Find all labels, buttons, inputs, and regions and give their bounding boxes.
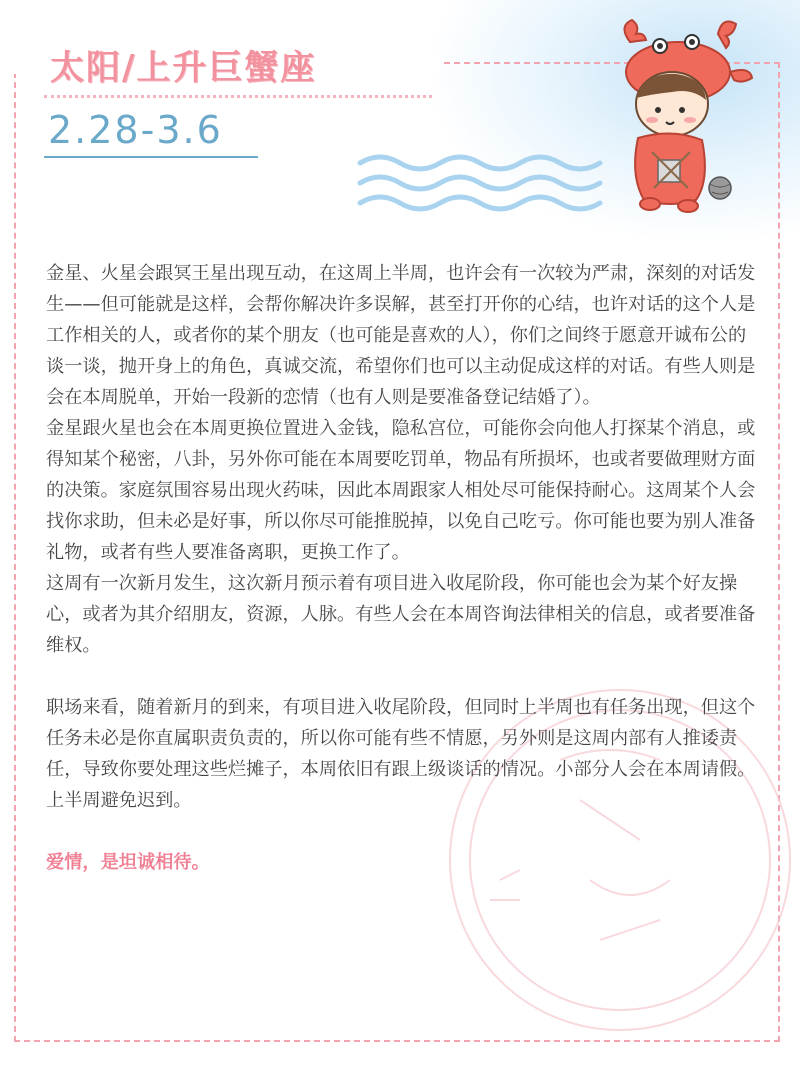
paragraph-love-dialogue: 金星、火星会跟冥王星出现互动，在这周上半周，也许会有一次较为严肃，深刻的对话发生——但可能就是这样，会帮你解决许多误解，甚至打开你的心结，也许对话的这个人是工作相关的人，或者你的某个朋友（也可能是喜欢的人），你们之间终于愿意开诚布公的谈一谈，抛开身上的角色，真诚交流，希望你们也可以主动促成这样的对话。有些人则是会在本周脱单，开始一段新的恋情（也有人则是要准备登记结婚了）。 [46, 263, 756, 408]
crab-hat-kid-knitting-icon [600, 12, 760, 222]
article-body [46, 258, 758, 878]
paragraph-venus-mars: 金星跟火星也会在本周更换位置进入金钱，隐私宫位，可能你会向他人打探某个消息，或得知某个秘密，八卦，另外你可能在本周要吃罚单，物品有所损坏，也或者要做理财方面的决策。家庭氛围容易出现火药味，因此本周跟家人相处尽可能保持耐心。这周某个人会找你求助，但未必是好事，所以你尽可能推脱掉，以免自己吃亏。你可能也要为别人准备礼物，或者有些人要准备离职，更换工作了。 [46, 418, 756, 563]
title-underline [44, 95, 432, 98]
date-range: 2.28-3.6 [48, 108, 223, 152]
wave-decoration-icon [355, 148, 605, 218]
paragraph-spacer [46, 661, 758, 692]
paragraph-spacer [46, 816, 758, 847]
closing-line: 爱情，是坦诚相待。 [46, 852, 210, 873]
page-title: 太阳/上升巨蟹座 [50, 48, 317, 88]
paragraph-new-moon: 这周有一次新月发生，这次新月预示着有项目进入收尾阶段，你可能也会为某个好友操心，或者为其介绍朋友，资源，人脉。有些人会在本周咨询法律相关的信息，或者要准备维权。 [46, 573, 756, 656]
date-underline [44, 156, 258, 158]
paragraph-career: 职场来看，随着新月的到来，有项目进入收尾阶段，但同时上半周也有任务出现，但这个任务未必是你直属职责负责的，所以你可能有些不情愿，另外则是这周内部有人推诿责任，导致你要处理这些烂摊子，本周依旧有跟上级谈话的情况。小部分人会在本周请假。上半周避免迟到。 [46, 697, 756, 811]
